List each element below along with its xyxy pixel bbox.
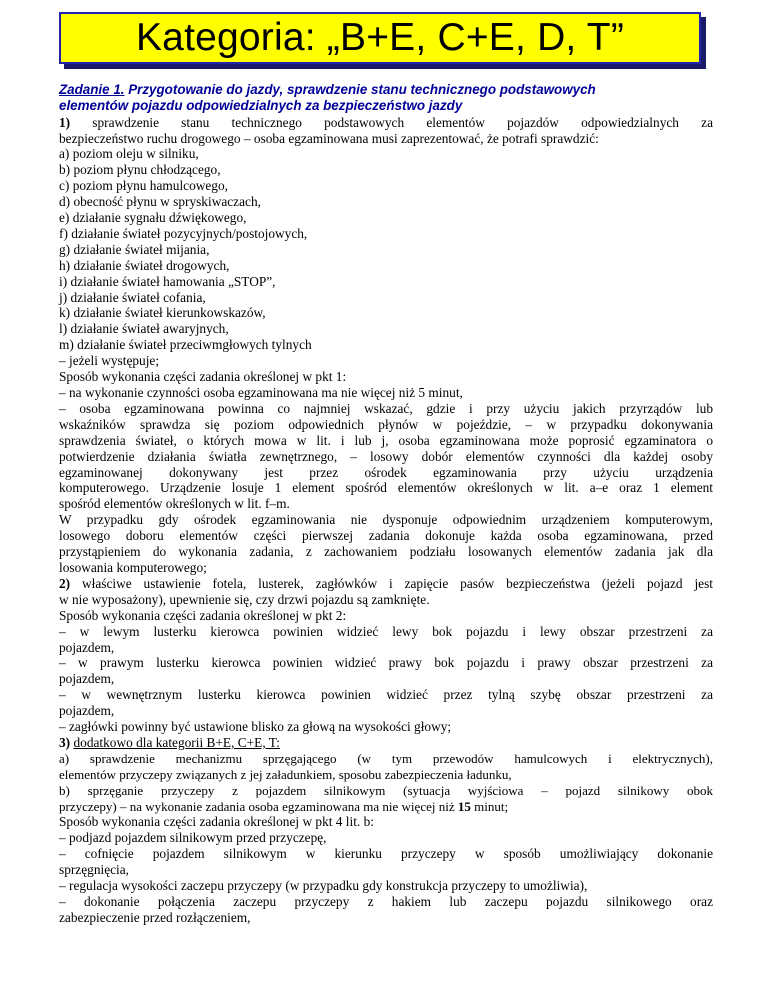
method1-para2b: losowego doboru elementów części pierwszej zadania dokonuje każda osoba egzaminowana, przed: [59, 528, 713, 544]
method2-a2: pojazdem,: [59, 639, 115, 655]
method4-line3b: sprzęgnięcia,: [59, 862, 130, 878]
method4-line4: – regulacja wysokości zaczepu przyczepy (w przypadku gdy konstrukcja przyczepy to umożliwia),: [59, 878, 588, 894]
method1-para2c: przystąpieniem do wykonania zadania, z zachowaniem podziału losowanych elementów zadania jak dla: [59, 544, 713, 560]
list-item: h) działanie świateł drogowych,: [59, 257, 230, 273]
list-item: j) działanie świateł cofania,: [59, 289, 206, 305]
item3-b2: [59, 799, 713, 815]
item3-b1: b) sprzęganie przyczepy z pojazdem silnikowym (sytuacja wyjściowa – pojazd silnikowy obok: [59, 782, 713, 798]
item2-line1: [59, 576, 713, 592]
method2-c1: – w wewnętrznym lusterku kierowca powinien widzieć przez tylną szybę obszar przestrzeni za: [59, 687, 713, 703]
checks-list: [59, 146, 713, 369]
method1-line3g: spośród elementów określonych w lit. f–m.: [59, 496, 290, 512]
method1-line3e: egzaminowanej dokonywany jest przez ośrodek egzaminowania przy użyciu urządzenia: [59, 464, 713, 480]
item2-line2: w nie wyposażony), upewnienie się, czy drzwi pojazdu są zamknięte.: [59, 591, 430, 607]
item3-b2-post: minut;: [470, 798, 509, 814]
method1-line3a: – osoba egzaminowana powinna co najmniej wskazać, gdzie i przy użyciu jakich przyrządów lub: [59, 400, 713, 416]
method1-line2: – na wykonanie czynności osoba egzaminowana ma nie więcej niż 5 minut,: [59, 385, 463, 400]
item1-line1: [59, 115, 713, 131]
page-title: Kategoria: „B+E, C+E, D, T”: [135, 16, 625, 59]
item1-text-a: sprawdzenie stanu technicznego podstawowych elementów pojazdów odpowiedzialnych za: [70, 114, 713, 130]
item3-a1: a) sprawdzenie mechanizmu sprzęgającego (w tym przewodów hamulcowych i elektrycznych),: [59, 750, 713, 766]
list-item: d) obecność płynu w spryskiwaczach,: [59, 194, 261, 210]
list-item: – jeżeli występuje;: [59, 353, 160, 369]
list-item: k) działanie świateł kierunkowskazów,: [59, 305, 266, 321]
method1-line3f: komputerowego. Urządzenie losuje 1 element spośród elementów określonych w lit. a–e oraz 1 element: [59, 480, 713, 496]
list-item: m) działanie świateł przeciwmgłowych tylnych: [59, 337, 312, 353]
method1-line1: Sposób wykonania części zadania określonej w pkt 1:: [59, 369, 347, 385]
item3-number: 3): [59, 734, 71, 750]
method4-line3a: – cofnięcie pojazdem silnikowym w kierunku przyczepy w sposób umożliwiający dokonanie: [59, 846, 713, 862]
list-item: f) działanie świateł pozycyjnych/postojowych,: [59, 225, 308, 241]
method2-b1: – w prawym lusterku kierowca powinien widzieć prawy bok pojazdu i prawy obszar przestrzeni za: [59, 655, 713, 671]
list-item: e) działanie sygnału dźwiękowego,: [59, 210, 247, 226]
document-body: [59, 82, 713, 926]
method1-line3b: wskaźników sprawdza się poziom odpowiednich płynów w pojeździe, – w przypadku dokonywania: [59, 416, 713, 432]
method1-para2d: losowania komputerowego;: [59, 559, 207, 575]
item1-line2: bezpieczeństwo ruchu drogowego – osoba egzaminowana musi zaprezentować, że potrafi sprawdzić:: [59, 130, 599, 146]
item2-text-a: właściwe ustawienie fotela, lusterek, zagłówków i zapięcie pasów bezpieczeństwa (jeżeli pojazd jest: [70, 575, 713, 591]
item1-number: 1): [59, 114, 71, 130]
title-banner: [59, 12, 701, 64]
list-item: c) poziom płynu hamulcowego,: [59, 178, 228, 194]
item3-a2: elementów przyczepy związanych z jej załadunkiem, sposobu zabezpieczenia ładunku,: [59, 766, 512, 782]
list-item: i) działanie świateł hamowania „STOP”,: [59, 273, 276, 289]
task-label: Zadanie 1.: [59, 82, 125, 97]
list-item: l) działanie świateł awaryjnych,: [59, 321, 229, 337]
item2-number: 2): [59, 575, 71, 591]
method2-line1: Sposób wykonania części zadania określonej w pkt 2:: [59, 607, 347, 623]
item3-line: [59, 735, 713, 751]
method1-para2a: W przypadku gdy ośrodek egzaminowania nie dysponuje odpowiednim urządzeniem komputerowym,: [59, 512, 713, 528]
method4-line1: Sposób wykonania części zadania określonej w pkt 4 lit. b:: [59, 814, 374, 830]
method2-b2: pojazdem,: [59, 671, 115, 687]
method4-line5b: zabezpieczenie przed rozłączeniem,: [59, 909, 251, 925]
method4-line5a: – dokonanie połączenia zaczepu przyczepy z hakiem lub zaczepu pojazdu silnikowego oraz: [59, 894, 713, 909]
list-item: b) poziom płynu chłodzącego,: [59, 162, 221, 178]
method1-line3c: sprawdzenia świateł, o których mowa w lit. i lub j, osoba egzaminowana może poprosić egzaminatora o: [59, 432, 713, 448]
method2-c2: pojazdem,: [59, 703, 115, 719]
list-item: a) poziom oleju w silniku,: [59, 146, 199, 162]
item3-b2-pre: przyczepy) – na wykonanie zadania osoba egzaminowana ma nie więcej niż: [59, 798, 458, 814]
item3-b2-bold: 15: [457, 798, 471, 814]
method2-d1: – zagłówki powinny być ustawione blisko za głową na wysokości głowy;: [59, 719, 452, 735]
task-heading: [59, 82, 713, 98]
task-heading-line2: elementów pojazdu odpowiedzialnych za bezpieczeństwo jazdy: [59, 98, 463, 114]
method2-a1: – w lewym lusterku kierowca powinien widzieć lewy bok pojazdu i lewy obszar przestrzeni za: [59, 623, 713, 639]
method1-line3d: potwierdzenie działania światła zewnętrznego, – losowy dobór elementów czynności dla każdej osoby: [59, 448, 713, 464]
method4-line2: – podjazd pojazdem silnikowym przed przyczepę,: [59, 830, 327, 846]
list-item: g) działanie świateł mijania,: [59, 241, 210, 257]
task-title: Przygotowanie do jazdy, sprawdzenie stanu technicznego podstawowych: [124, 82, 596, 97]
item3-text: dodatkowo dla kategorii B+E, C+E, T:: [73, 734, 280, 750]
